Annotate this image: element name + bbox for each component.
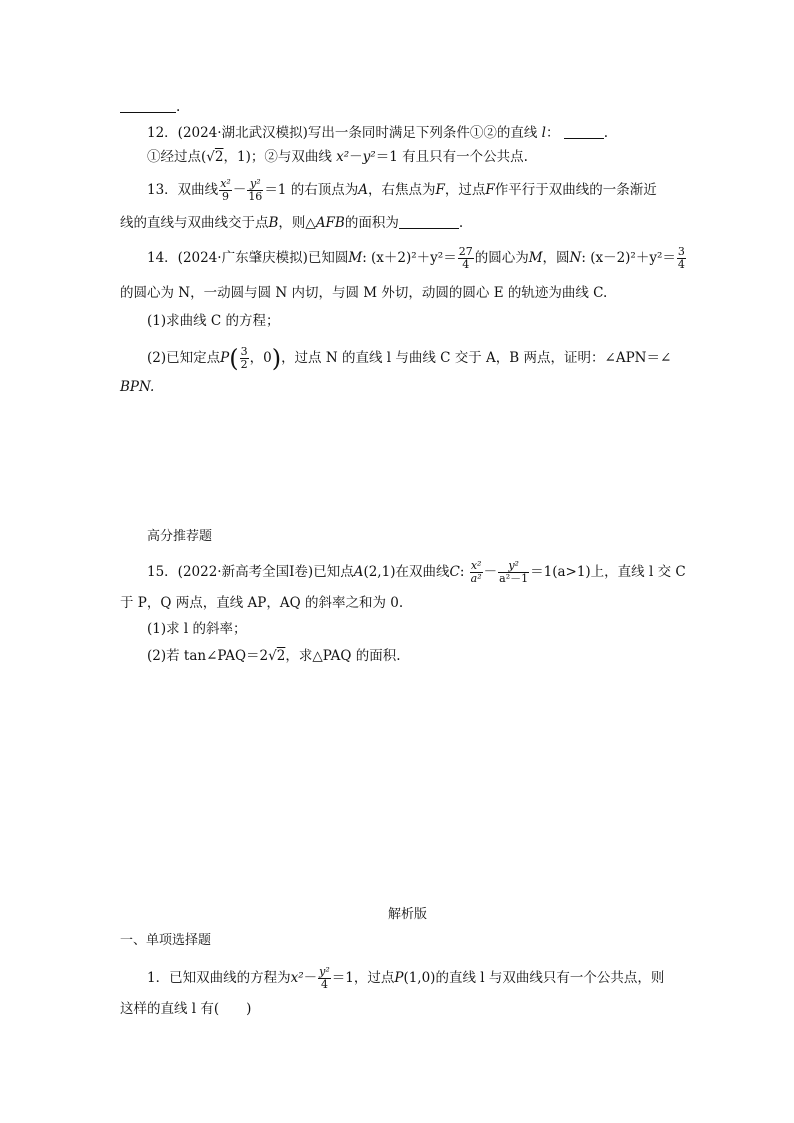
q13-answer-blank [399,228,459,229]
q14-f2-num: 3 [677,245,685,258]
q14-fraction-2 [677,246,686,271]
q14-f1-num: 27 [458,245,473,258]
q14-eq2: : (x－2)²＋y²＝ [581,250,676,266]
q14-mid1: 的圆心为 [474,250,529,266]
q13-B: B [268,215,279,231]
q12-x2: x² [336,149,350,165]
q1-frac-den: 4 [320,978,328,991]
q1-line2: 这样的直线 l 有( ) [120,1001,252,1017]
q15-fraction-1 [470,560,483,585]
q12-cond-a: ①经过点( [147,149,207,165]
section-one-text: 一、单项选择题 [120,933,212,948]
question-14 [147,246,687,271]
question-15 [147,560,686,585]
q14-N: N [569,250,582,266]
q13-line2c: 的面积为 [344,215,399,231]
top-answer-blank: . [120,98,180,116]
q14-start: 14．(2024·广东肇庆模拟)已知圆 [147,250,349,266]
question-12 [147,124,608,142]
q14-line2: 的圆心为 N，一动圆与圆 N 内切，与圆 M 外切，动圆的圆心 E 的轨迹为曲线 C. [120,285,608,301]
blank-line [120,112,176,113]
q12-answer-blank [564,138,604,139]
q13-A: A [358,182,368,198]
question-12-conditions: ①经过点(√2，1)；②与双曲线 x²－y²＝1 有且只有一个公共点. [147,149,528,165]
q14-M2: M [528,250,543,266]
q15-A: A [353,564,364,580]
question-14-sub2-cont [120,378,154,396]
question-14-sub1 [147,312,280,330]
q14-p-num: 3 [240,345,248,358]
q13-line2a: 线的直线与双曲线交于点 [120,215,269,231]
answer-title-text: 解析版 [388,907,428,922]
section-heading-high [147,528,212,546]
q14-eq1: : (x＋2)²＋y²＝ [362,250,457,266]
q13-fraction-2 [247,178,263,203]
q15-C: C [449,564,460,580]
q15-sqrt2: 2 [276,648,286,664]
q15-minus: － [483,564,498,580]
q13-start: 13．双曲线 [147,182,219,198]
q1-frac-num: y² [319,965,330,978]
q14-f2-den: 4 [677,258,685,271]
q15-sub1: (1)求 l 的斜率； [147,621,247,637]
q14-mid2: ，圆 [542,250,570,266]
q12-variable-l: l [541,125,546,141]
q13-through: ，过点 [444,182,486,198]
q14-sub2c: BPN. [120,379,155,395]
question-15-sub1 [147,620,247,638]
q13-frac1-num: x² [220,177,231,190]
q15-sub2a: (2)若 tan∠PAQ＝2 [147,648,269,664]
q15-cond: ＝1(a>1)上，直线 l 交 C [530,564,686,580]
q13-line2b: ，则△ [278,215,316,231]
q13-minus: － [232,182,247,198]
q15-f1-num: x² [470,559,482,572]
q15-f1-den: a² [470,572,482,585]
question-1-line2 [120,1000,251,1018]
q1-after: ＝1，过点 [331,970,395,986]
q1-x2: x² [290,970,304,986]
q1-pt: (1,0)的直线 l 与双曲线只有一个公共点，则 [403,970,665,986]
q14-fraction-1 [458,246,474,271]
question-15-line2 [120,594,403,612]
q13-end: . [458,215,464,231]
q14-M: M [348,250,363,266]
q12-eq-end: ＝1 有且只有一个公共点. [375,149,528,165]
q12-colon: ： [545,125,560,141]
q12-text: 12．(2024·湖北武汉模拟)写出一条同时满足下列条件①②的直线 [147,125,538,141]
section-high-text: 高分推荐题 [147,529,213,544]
q12-sqrt2: 2 [214,149,224,165]
q13-after: ＝1 的右顶点为 [264,182,359,198]
q13-frac1-den: 9 [222,190,229,203]
q14-f1-den: 4 [462,258,470,271]
question-15-sub2: (2)若 tan∠PAQ＝2√2，求△PAQ 的面积. [147,648,401,664]
q1-start: 1．已知双曲线的方程为 [147,970,291,986]
q14-p-den: 2 [240,358,248,371]
q14-point-fraction [240,346,249,371]
q12-end: . [603,125,609,141]
q12-y2: y² [362,149,376,165]
q13-F2: F [485,182,495,198]
q15-colon: : [459,564,465,580]
q1-minus: － [303,970,318,986]
q13-F: F [435,182,445,198]
q14-P: P [220,350,230,366]
q15-start: 15．(2022·新高考全国Ⅰ卷)已知点 [147,564,354,580]
question-13 [147,178,657,203]
q15-sub2b: ，求△PAQ 的面积. [285,648,401,664]
q1-P: P [394,970,404,986]
answer-title [388,906,427,924]
q12-cond-b: ，1)；②与双曲线 [223,149,332,165]
q1-fraction [318,966,331,991]
q15-pt: (2,1)在双曲线 [363,564,450,580]
q14-sub2a: (2)已知定点 [147,350,221,366]
q15-f2-den: a²－1 [499,572,529,585]
q14-left-paren: ( [229,344,239,373]
section-heading-one [120,932,211,950]
q13-focus: ，右焦点为 [367,182,436,198]
q13-parallel: 作平行于双曲线的一条渐近 [494,182,657,198]
q14-p-rest: ，0 [249,350,272,366]
q15-fraction-2 [498,560,529,585]
question-13-line2 [120,214,463,232]
question-1 [147,966,664,991]
q13-fraction-1 [219,178,232,203]
q14-sub1: (1)求曲线 C 的方程； [147,313,280,329]
q14-sub2b: ，过点 N 的直线 l 与曲线 C 交于 A，B 两点，证明：∠APN＝∠ [281,350,672,366]
q13-frac2-den: 16 [248,190,263,203]
q13-AFB: AFB [315,215,345,231]
question-14-sub2 [147,346,671,371]
q15-line2: 于 P，Q 两点，直线 AP，AQ 的斜率之和为 0. [120,595,404,611]
q15-f2-num: y² [498,560,529,573]
q13-frac2-num: y² [247,178,263,191]
question-14-line2 [120,284,607,302]
q12-minus: － [349,149,363,165]
q14-right-paren: ) [271,344,282,373]
